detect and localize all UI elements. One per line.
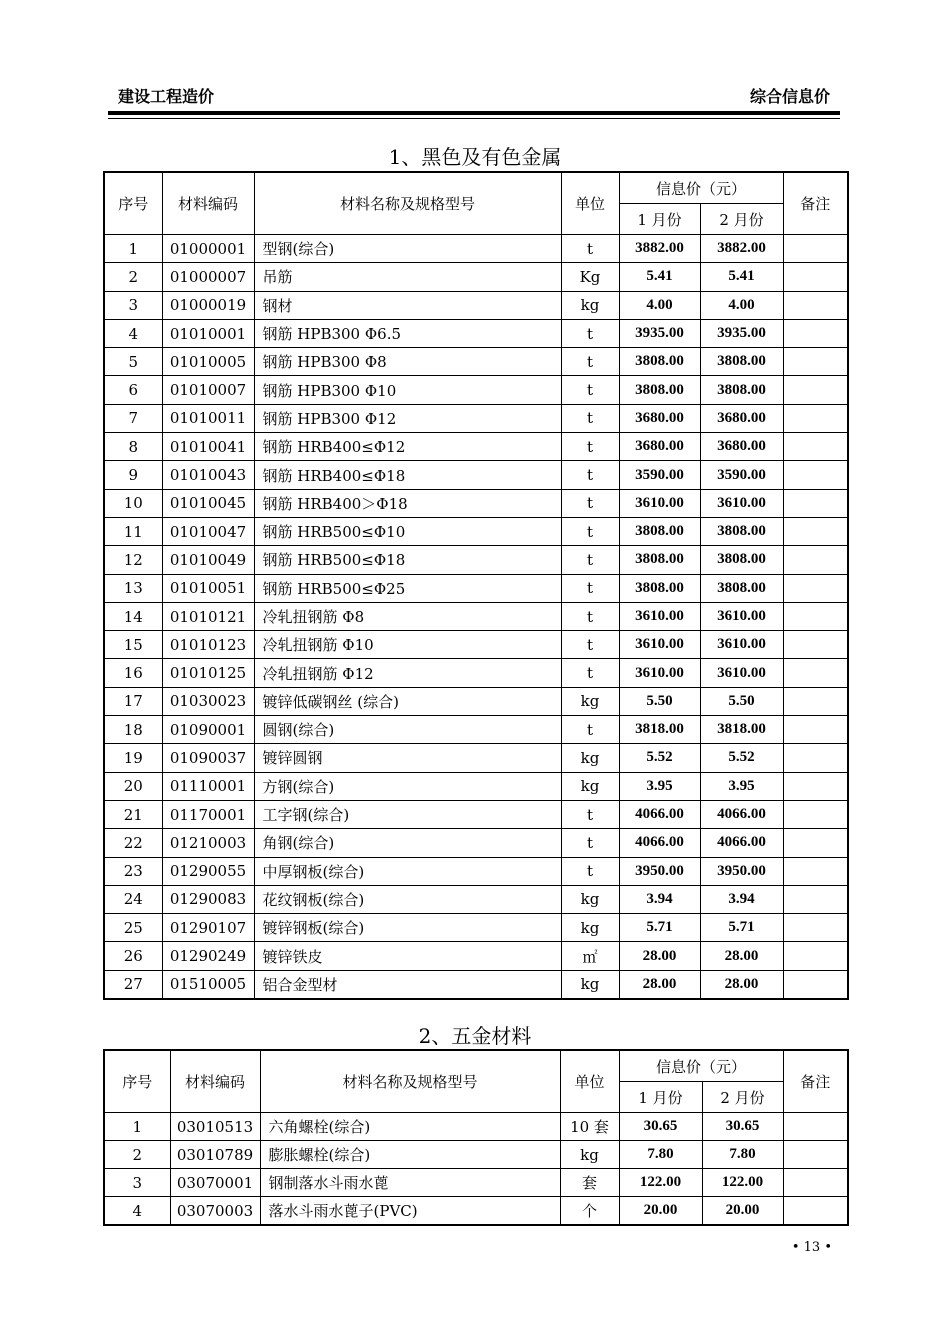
row-note (783, 291, 848, 319)
row-seq: 22 (104, 829, 162, 857)
row-code: 01290083 (162, 885, 254, 913)
row-seq: 5 (104, 348, 162, 376)
row-note (783, 489, 848, 517)
table-row (104, 772, 848, 800)
row-price-month1: 30.65 (619, 1113, 702, 1141)
row-code: 01000001 (162, 235, 254, 263)
col-header-name: 材料名称及规格型号 (254, 172, 561, 235)
row-price-month2: 3610.00 (700, 659, 783, 687)
row-price-month1: 7.80 (619, 1141, 702, 1169)
row-price-month2: 3.95 (700, 772, 783, 800)
row-name: 钢筋 HRB400≤Φ12 (254, 433, 561, 461)
row-seq: 8 (104, 433, 162, 461)
row-unit: t (561, 631, 619, 659)
row-code: 01000019 (162, 291, 254, 319)
row-code: 01010125 (162, 659, 254, 687)
row-unit: t (561, 659, 619, 687)
row-price-month1: 5.41 (619, 263, 700, 291)
row-seq: 4 (104, 1197, 170, 1226)
row-price-month1: 28.00 (619, 942, 700, 970)
row-price-month1: 3610.00 (619, 659, 700, 687)
row-price-month2: 3610.00 (700, 602, 783, 630)
table-row (104, 1113, 848, 1141)
row-code: 01030023 (162, 687, 254, 715)
row-price-month2: 5.71 (700, 914, 783, 942)
row-price-month2: 20.00 (702, 1197, 783, 1226)
row-price-month1: 3610.00 (619, 602, 700, 630)
row-unit: t (561, 716, 619, 744)
row-price-month1: 5.50 (619, 687, 700, 715)
row-price-month2: 3680.00 (700, 404, 783, 432)
table-row (104, 687, 848, 715)
header-rule-thin (108, 118, 840, 119)
row-unit: ㎡ (561, 942, 619, 970)
row-name: 圆钢(综合) (254, 716, 561, 744)
col-header-month1: 1 月份 (619, 1082, 702, 1113)
row-price-month2: 3590.00 (700, 461, 783, 489)
row-note (783, 942, 848, 970)
table-row (104, 319, 848, 347)
row-note (783, 376, 848, 404)
row-seq: 15 (104, 631, 162, 659)
row-code: 01510005 (162, 970, 254, 999)
table-row (104, 942, 848, 970)
row-seq: 9 (104, 461, 162, 489)
row-name: 膨胀螺栓(综合) (260, 1141, 560, 1169)
row-price-month1: 5.52 (619, 744, 700, 772)
row-code: 01010007 (162, 376, 254, 404)
row-note (783, 687, 848, 715)
row-seq: 21 (104, 800, 162, 828)
row-price-month1: 4.00 (619, 291, 700, 319)
row-unit: kg (561, 291, 619, 319)
row-seq: 27 (104, 970, 162, 999)
col-header-note: 备注 (783, 172, 848, 235)
row-name: 工字钢(综合) (254, 800, 561, 828)
table-row (104, 602, 848, 630)
row-price-month2: 3935.00 (700, 319, 783, 347)
row-unit: kg (561, 914, 619, 942)
section2-title: 2、五金材料 (418, 1024, 532, 1048)
row-price-month2: 5.52 (700, 744, 783, 772)
row-price-month2: 3808.00 (700, 574, 783, 602)
row-price-month2: 3610.00 (700, 489, 783, 517)
col-header-unit: 单位 (561, 172, 619, 235)
row-seq: 3 (104, 1169, 170, 1197)
row-seq: 7 (104, 404, 162, 432)
row-name: 角钢(综合) (254, 829, 561, 857)
row-price-month2: 3882.00 (700, 235, 783, 263)
row-price-month2: 7.80 (702, 1141, 783, 1169)
row-price-month1: 3818.00 (619, 716, 700, 744)
row-code: 01010051 (162, 574, 254, 602)
row-code: 03010513 (170, 1113, 260, 1141)
row-seq: 4 (104, 319, 162, 347)
row-price-month2: 3610.00 (700, 631, 783, 659)
row-unit: t (561, 235, 619, 263)
row-name: 钢筋 HRB400≤Φ18 (254, 461, 561, 489)
row-name: 钢筋 HRB500≤Φ25 (254, 574, 561, 602)
row-name: 钢筋 HRB400＞Φ18 (254, 489, 561, 517)
header-rule-thick (108, 111, 840, 115)
table-row (104, 914, 848, 942)
col-header-month1: 1 月份 (619, 204, 700, 235)
row-unit: 套 (560, 1169, 619, 1197)
row-price-month2: 5.50 (700, 687, 783, 715)
section1-table (103, 171, 849, 1000)
col-header-name: 材料名称及规格型号 (260, 1050, 560, 1113)
row-code: 01010041 (162, 433, 254, 461)
row-code: 01010121 (162, 602, 254, 630)
row-unit: kg (561, 885, 619, 913)
row-note (783, 659, 848, 687)
row-price-month2: 4066.00 (700, 800, 783, 828)
row-unit: t (561, 461, 619, 489)
row-price-month1: 3610.00 (619, 631, 700, 659)
row-unit: t (561, 800, 619, 828)
section2-rows (104, 1113, 848, 1226)
row-unit: 个 (560, 1197, 619, 1226)
header-left-title: 建设工程造价 (118, 87, 215, 106)
page-header (108, 84, 840, 106)
row-code: 03070001 (170, 1169, 260, 1197)
row-note (783, 546, 848, 574)
col-header-note: 备注 (783, 1050, 848, 1113)
table-row (104, 800, 848, 828)
row-price-month2: 4.00 (700, 291, 783, 319)
row-name: 镀锌钢板(综合) (254, 914, 561, 942)
row-name: 钢筋 HPB300 Φ12 (254, 404, 561, 432)
row-note (783, 885, 848, 913)
row-name: 钢制落水斗雨水蓖 (260, 1169, 560, 1197)
table-row (104, 631, 848, 659)
row-note (783, 857, 848, 885)
row-unit: kg (561, 772, 619, 800)
row-price-month2: 122.00 (702, 1169, 783, 1197)
row-price-month2: 3808.00 (700, 348, 783, 376)
row-note (783, 1197, 848, 1226)
col-header-seq: 序号 (104, 172, 162, 235)
row-seq: 13 (104, 574, 162, 602)
row-price-month2: 3950.00 (700, 857, 783, 885)
row-seq: 12 (104, 546, 162, 574)
row-seq: 18 (104, 716, 162, 744)
row-seq: 6 (104, 376, 162, 404)
row-price-month1: 3935.00 (619, 319, 700, 347)
row-price-month1: 3680.00 (619, 433, 700, 461)
row-note (783, 829, 848, 857)
row-unit: t (561, 517, 619, 545)
table-row (104, 970, 848, 999)
row-name: 吊筋 (254, 263, 561, 291)
row-name: 镀锌圆钢 (254, 744, 561, 772)
row-unit: kg (561, 970, 619, 999)
col-header-price: 信息价（元） (619, 172, 783, 204)
row-note (783, 517, 848, 545)
row-seq: 11 (104, 517, 162, 545)
row-name: 花纹钢板(综合) (254, 885, 561, 913)
table-row (104, 517, 848, 545)
row-code: 01010001 (162, 319, 254, 347)
row-note (783, 1169, 848, 1197)
row-name: 钢筋 HPB300 Φ10 (254, 376, 561, 404)
row-name: 铝合金型材 (254, 970, 561, 999)
table-row (104, 1141, 848, 1169)
row-code: 01110001 (162, 772, 254, 800)
row-note (783, 433, 848, 461)
row-code: 01010049 (162, 546, 254, 574)
row-name: 钢筋 HRB500≤Φ10 (254, 517, 561, 545)
row-seq: 2 (104, 1141, 170, 1169)
row-unit: t (561, 489, 619, 517)
row-price-month1: 3.94 (619, 885, 700, 913)
row-unit: t (561, 319, 619, 347)
table-row (104, 885, 848, 913)
table-row (104, 574, 848, 602)
col-header-code: 材料编码 (170, 1050, 260, 1113)
row-seq: 14 (104, 602, 162, 630)
row-code: 01090001 (162, 716, 254, 744)
row-note (783, 574, 848, 602)
row-price-month1: 3808.00 (619, 546, 700, 574)
row-unit: kg (561, 687, 619, 715)
col-header-code: 材料编码 (162, 172, 254, 235)
row-price-month1: 20.00 (619, 1197, 702, 1226)
section1-title: 1、黑色及有色金属 (388, 145, 562, 169)
row-seq: 16 (104, 659, 162, 687)
row-unit: t (561, 546, 619, 574)
row-price-month2: 3808.00 (700, 376, 783, 404)
row-code: 01010123 (162, 631, 254, 659)
row-code: 01010043 (162, 461, 254, 489)
col-header-price: 信息价（元） (619, 1050, 783, 1082)
row-price-month1: 5.71 (619, 914, 700, 942)
row-code: 01290249 (162, 942, 254, 970)
table-row (104, 433, 848, 461)
row-unit: kg (561, 744, 619, 772)
row-name: 镀锌低碳钢丝 (综合) (254, 687, 561, 715)
table-row (104, 376, 848, 404)
row-seq: 10 (104, 489, 162, 517)
row-note (783, 631, 848, 659)
row-seq: 2 (104, 263, 162, 291)
table-row (104, 659, 848, 687)
row-note (783, 348, 848, 376)
row-price-month1: 3808.00 (619, 348, 700, 376)
row-name: 钢筋 HRB500≤Φ18 (254, 546, 561, 574)
table-row (104, 348, 848, 376)
row-seq: 3 (104, 291, 162, 319)
table-row (104, 546, 848, 574)
row-unit: t (561, 376, 619, 404)
row-price-month2: 3808.00 (700, 546, 783, 574)
row-note (783, 716, 848, 744)
col-header-unit: 单位 (560, 1050, 619, 1113)
row-note (783, 970, 848, 999)
row-name: 镀锌铁皮 (254, 942, 561, 970)
page-number: • 13 • (791, 1240, 832, 1255)
row-code: 01010005 (162, 348, 254, 376)
col-header-seq: 序号 (104, 1050, 170, 1113)
row-note (783, 461, 848, 489)
table-row (104, 829, 848, 857)
row-price-month2: 28.00 (700, 970, 783, 999)
row-name: 冷轧扭钢筋 Φ10 (254, 631, 561, 659)
row-unit: t (561, 574, 619, 602)
row-price-month2: 28.00 (700, 942, 783, 970)
row-name: 冷轧扭钢筋 Φ12 (254, 659, 561, 687)
row-name: 钢筋 HPB300 Φ6.5 (254, 319, 561, 347)
row-seq: 20 (104, 772, 162, 800)
row-price-month2: 3808.00 (700, 517, 783, 545)
row-price-month1: 3950.00 (619, 857, 700, 885)
row-note (783, 1113, 848, 1141)
row-note (783, 235, 848, 263)
row-unit: 10 套 (560, 1113, 619, 1141)
table-row (104, 404, 848, 432)
row-seq: 23 (104, 857, 162, 885)
row-note (783, 602, 848, 630)
row-code: 01010045 (162, 489, 254, 517)
row-code: 01290055 (162, 857, 254, 885)
row-price-month1: 4066.00 (619, 800, 700, 828)
row-note (783, 914, 848, 942)
row-note (783, 800, 848, 828)
row-seq: 1 (104, 1113, 170, 1141)
row-price-month2: 5.41 (700, 263, 783, 291)
row-unit: Kg (561, 263, 619, 291)
table-row (104, 235, 848, 263)
table-row (104, 716, 848, 744)
row-unit: t (561, 348, 619, 376)
row-code: 01210003 (162, 829, 254, 857)
row-price-month1: 3808.00 (619, 574, 700, 602)
row-unit: t (561, 857, 619, 885)
row-unit: t (561, 602, 619, 630)
row-seq: 25 (104, 914, 162, 942)
row-note (783, 1141, 848, 1169)
row-price-month2: 4066.00 (700, 829, 783, 857)
row-note (783, 744, 848, 772)
row-code: 01010047 (162, 517, 254, 545)
row-code: 01000007 (162, 263, 254, 291)
row-price-month2: 3.94 (700, 885, 783, 913)
row-seq: 17 (104, 687, 162, 715)
table-row (104, 1169, 848, 1197)
row-price-month1: 3.95 (619, 772, 700, 800)
row-price-month1: 3590.00 (619, 461, 700, 489)
row-name: 落水斗雨水蓖子(PVC) (260, 1197, 560, 1226)
row-seq: 24 (104, 885, 162, 913)
row-code: 01010011 (162, 404, 254, 432)
row-name: 钢材 (254, 291, 561, 319)
row-name: 中厚钢板(综合) (254, 857, 561, 885)
row-name: 冷轧扭钢筋 Φ8 (254, 602, 561, 630)
table-row (104, 857, 848, 885)
row-code: 01290107 (162, 914, 254, 942)
row-code: 03070003 (170, 1197, 260, 1226)
row-unit: t (561, 829, 619, 857)
table-row (104, 263, 848, 291)
row-code: 01090037 (162, 744, 254, 772)
table-row (104, 461, 848, 489)
row-unit: t (561, 433, 619, 461)
row-price-month1: 3680.00 (619, 404, 700, 432)
row-code: 03010789 (170, 1141, 260, 1169)
row-seq: 26 (104, 942, 162, 970)
row-code: 01170001 (162, 800, 254, 828)
table-row (104, 1197, 848, 1226)
row-price-month2: 3680.00 (700, 433, 783, 461)
col-header-month2: 2 月份 (700, 204, 783, 235)
row-price-month2: 30.65 (702, 1113, 783, 1141)
table-row (104, 489, 848, 517)
row-name: 六角螺栓(综合) (260, 1113, 560, 1141)
row-seq: 19 (104, 744, 162, 772)
row-price-month2: 3818.00 (700, 716, 783, 744)
row-note (783, 319, 848, 347)
row-price-month1: 3610.00 (619, 489, 700, 517)
row-price-month1: 122.00 (619, 1169, 702, 1197)
table-row (104, 291, 848, 319)
row-price-month1: 3808.00 (619, 376, 700, 404)
row-price-month1: 3808.00 (619, 517, 700, 545)
row-name: 方钢(综合) (254, 772, 561, 800)
section2-table (103, 1049, 849, 1226)
row-note (783, 772, 848, 800)
row-price-month1: 3882.00 (619, 235, 700, 263)
row-unit: t (561, 404, 619, 432)
row-seq: 1 (104, 235, 162, 263)
col-header-month2: 2 月份 (702, 1082, 783, 1113)
row-unit: kg (560, 1141, 619, 1169)
row-price-month1: 4066.00 (619, 829, 700, 857)
row-name: 钢筋 HPB300 Φ8 (254, 348, 561, 376)
table-row (104, 744, 848, 772)
row-note (783, 404, 848, 432)
row-name: 型钢(综合) (254, 235, 561, 263)
section1-rows (104, 235, 848, 1000)
row-price-month1: 28.00 (619, 970, 700, 999)
row-note (783, 263, 848, 291)
header-right-title: 综合信息价 (749, 87, 830, 106)
